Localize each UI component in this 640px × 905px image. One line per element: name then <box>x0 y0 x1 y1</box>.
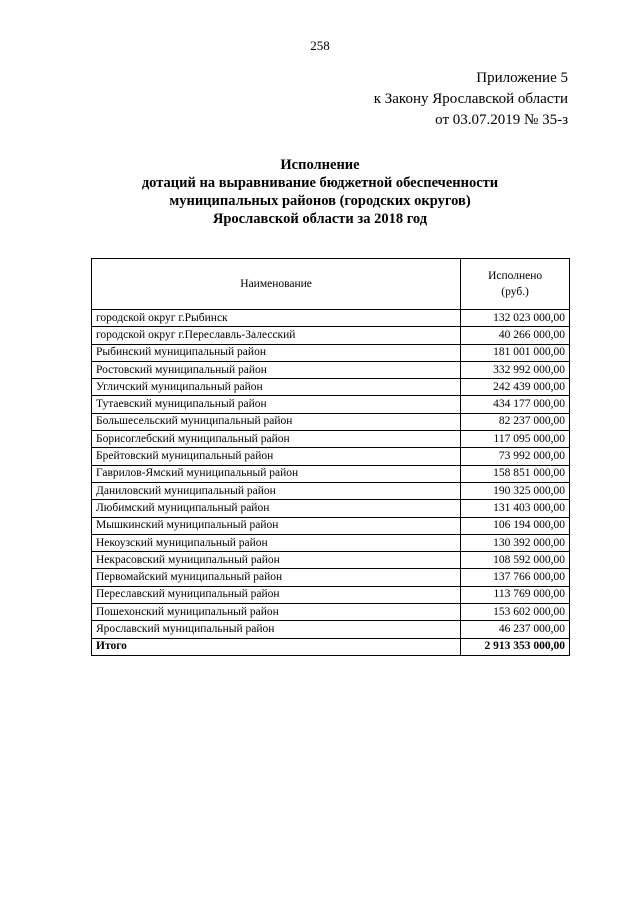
row-name: Рыбинский муниципальный район <box>92 344 461 361</box>
appendix-line: к Закону Ярославской области <box>373 91 568 107</box>
row-name: Любимский муниципальный район <box>92 500 461 517</box>
title-line: Ярославской области за 2018 год <box>212 211 428 227</box>
table-row <box>92 500 570 517</box>
table-row <box>92 379 570 396</box>
table-row <box>92 310 570 327</box>
row-amount: 131 403 000,00 <box>461 500 570 517</box>
table-row <box>92 413 570 430</box>
row-amount: 137 766 000,00 <box>461 569 570 586</box>
title-line: муниципальных районов (городских округов) <box>169 193 471 209</box>
table-body <box>92 310 570 656</box>
row-amount: 108 592 000,00 <box>461 552 570 569</box>
table-row <box>92 361 570 378</box>
header-name: Наименование <box>92 259 461 310</box>
row-amount: 132 023 000,00 <box>461 310 570 327</box>
header-amount <box>461 259 570 310</box>
appendix-line: от 03.07.2019 № 35-з <box>435 112 568 128</box>
row-amount: 46 237 000,00 <box>461 621 570 638</box>
row-amount: 106 194 000,00 <box>461 517 570 534</box>
appendix-line: Приложение 5 <box>476 70 568 86</box>
row-amount: 82 237 000,00 <box>461 413 570 430</box>
table-row <box>92 344 570 361</box>
row-name: городской округ г.Рыбинск <box>92 310 461 327</box>
table-row <box>92 604 570 621</box>
table-row <box>92 552 570 569</box>
row-amount: 190 325 000,00 <box>461 482 570 499</box>
row-name: Некрасовский муниципальный район <box>92 552 461 569</box>
row-amount: 181 001 000,00 <box>461 344 570 361</box>
header-amount-line: (руб.) <box>501 286 529 298</box>
document-title <box>0 156 640 228</box>
row-name: Мышкинский муниципальный район <box>92 517 461 534</box>
page-number: 258 <box>310 38 330 53</box>
row-amount: 117 095 000,00 <box>461 431 570 448</box>
row-amount: 130 392 000,00 <box>461 534 570 551</box>
total-amount: 2 913 353 000,00 <box>461 638 570 655</box>
table-row <box>92 517 570 534</box>
table-row <box>92 534 570 551</box>
title-line: дотаций на выравнивание бюджетной обеспеченности <box>141 175 499 191</box>
row-name: Даниловский муниципальный район <box>92 482 461 499</box>
table-row <box>92 431 570 448</box>
row-name: городской округ г.Переславль-Залесский <box>92 327 461 344</box>
table-row <box>92 396 570 413</box>
row-name: Большесельский муниципальный район <box>92 413 461 430</box>
row-name: Брейтовский муниципальный район <box>92 448 461 465</box>
table-row <box>92 327 570 344</box>
row-name: Тутаевский муниципальный район <box>92 396 461 413</box>
row-amount: 434 177 000,00 <box>461 396 570 413</box>
row-name: Переславский муниципальный район <box>92 586 461 603</box>
table-total-row <box>92 638 570 655</box>
table-row <box>92 465 570 482</box>
row-name: Некоузский муниципальный район <box>92 534 461 551</box>
total-label: Итого <box>92 638 461 655</box>
row-amount: 242 439 000,00 <box>461 379 570 396</box>
table-row <box>92 621 570 638</box>
appendix-block <box>374 68 568 131</box>
table-header-row <box>92 259 570 310</box>
table-row <box>92 569 570 586</box>
table-row <box>92 448 570 465</box>
row-name: Ростовский муниципальный район <box>92 361 461 378</box>
row-amount: 113 769 000,00 <box>461 586 570 603</box>
row-name: Пошехонский муниципальный район <box>92 604 461 621</box>
row-amount: 158 851 000,00 <box>461 465 570 482</box>
row-amount: 73 992 000,00 <box>461 448 570 465</box>
header-amount-line: Исполнено <box>488 270 543 282</box>
row-amount: 332 992 000,00 <box>461 361 570 378</box>
title-line: Исполнение <box>280 157 360 173</box>
row-name: Борисоглебский муниципальный район <box>92 431 461 448</box>
table-row <box>92 586 570 603</box>
execution-table <box>91 258 570 656</box>
row-name: Ярославский муниципальный район <box>92 621 461 638</box>
row-name: Первомайский муниципальный район <box>92 569 461 586</box>
row-name: Угличский муниципальный район <box>92 379 461 396</box>
table-row <box>92 482 570 499</box>
row-amount: 153 602 000,00 <box>461 604 570 621</box>
row-name: Гаврилов-Ямский муниципальный район <box>92 465 461 482</box>
row-amount: 40 266 000,00 <box>461 327 570 344</box>
